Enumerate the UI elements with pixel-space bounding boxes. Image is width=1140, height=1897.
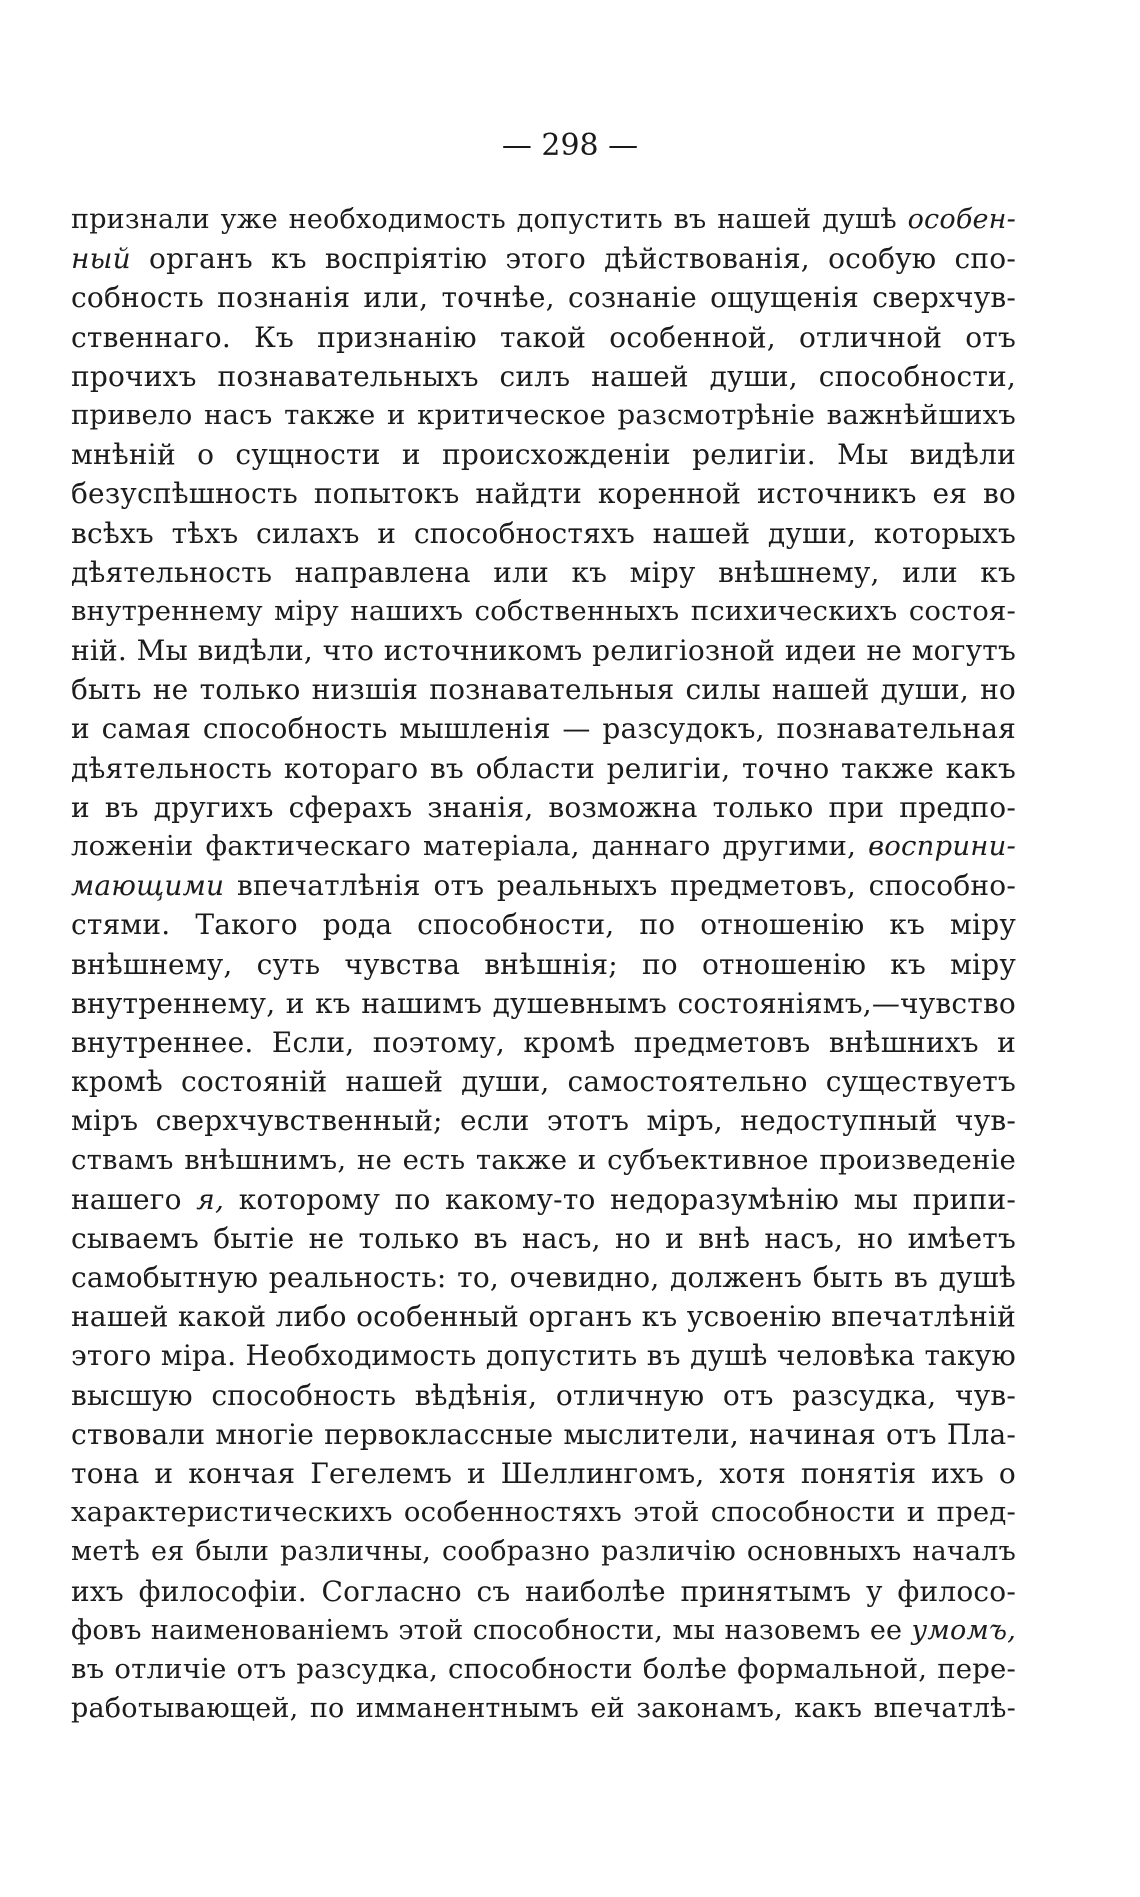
text-line: [71, 435, 1016, 474]
text-segment: ствовали многіе первоклассные мыслители, начиная отъ Пла-: [71, 1417, 1016, 1451]
text-line: [71, 553, 1016, 592]
italic-text: умомъ,: [911, 1614, 1016, 1646]
text-segment: высшую способность вѣдѣнія, отличную отъ разсудка, чув-: [71, 1378, 1016, 1412]
text-line: [71, 1376, 1016, 1415]
text-segment: сываемъ бытіе не только въ насъ, но и внѣ насъ, но имѣетъ: [71, 1221, 1016, 1255]
text-line: [71, 592, 1016, 631]
text-segment: этого міра. Необходимость допустить въ душѣ человѣка такую: [71, 1339, 1016, 1373]
text-segment: внутреннему міру нашихъ собственныхъ психическихъ состоя-: [71, 594, 1016, 627]
text-segment: впечатлѣнія отъ реальныхъ предметовъ, способно-: [224, 869, 1016, 903]
text-line: [71, 1454, 1016, 1493]
text-line: [71, 1219, 1016, 1258]
text-segment: ственнаго. Къ признанію такой особенной, отличной отъ: [71, 320, 1016, 354]
text-segment: органъ къ воспріятію этого дѣйствованія, особую спо-: [130, 242, 1016, 276]
text-segment: въ отличіе отъ разсудка, способности болѣе формальной, пере-: [71, 1652, 1016, 1685]
italic-text: особен-: [907, 204, 1016, 235]
text-line: [71, 1258, 1016, 1297]
text-segment: внутреннему, и къ нашимъ душевнымъ состояніямъ,—чувство: [71, 986, 1016, 1020]
text-segment: внѣшнему, суть чувства внѣшнія; по отношенію къ міру: [71, 947, 1016, 981]
italic-text: я,: [196, 1182, 225, 1216]
text-line: [71, 1493, 1016, 1532]
text-segment: тона и кончая Гегелемъ и Шеллингомъ, хотя понятія ихъ о: [71, 1457, 1016, 1490]
text-segment: признали уже необходимость допустить въ нашей душѣ: [71, 204, 908, 235]
text-segment: быть не только низшія познавательныя силы нашей души, но: [71, 673, 1016, 707]
text-line: [71, 1101, 1016, 1140]
text-line: [71, 1023, 1016, 1062]
text-segment: стями. Такого рода способности, по отношенію къ міру: [71, 908, 1016, 942]
text-segment: нашего: [71, 1182, 197, 1216]
text-line: [71, 905, 1016, 944]
text-segment: прочихъ познавательныхъ силъ нашей души, способности,: [71, 359, 1016, 393]
text-segment: всѣхъ тѣхъ силахъ и способностяхъ нашей души, которыхъ: [71, 516, 1016, 550]
text-line: [71, 945, 1016, 984]
text-segment: ній. Мы видѣли, что источникомъ религіозной идеи не могутъ: [71, 634, 1016, 668]
text-line: [71, 474, 1016, 513]
text-line: [71, 1180, 1016, 1219]
text-segment: метѣ ея были различны, сообразно различію основныхъ началъ: [71, 1536, 1016, 1568]
text-line: [71, 1611, 1016, 1650]
text-line: [71, 396, 1016, 435]
text-line: [71, 1297, 1016, 1336]
text-line: [71, 1689, 1016, 1728]
text-line: [71, 514, 1016, 553]
text-line: [71, 318, 1016, 357]
text-line: [71, 357, 1016, 396]
text-segment: и самая способность мышленія — разсудокъ, познавательная: [71, 712, 1016, 746]
text-line: [71, 1572, 1016, 1611]
text-segment: которому по какому-то недоразумѣнію мы припи-: [224, 1182, 1016, 1216]
text-line: [71, 788, 1016, 827]
italic-text: восприни-: [868, 830, 1016, 862]
text-segment: ихъ философіи. Согласно съ наиболѣе принятымъ у филосо-: [71, 1574, 1016, 1608]
text-line: [71, 1415, 1016, 1454]
text-segment: кромѣ состояній нашей души, самостоятельно существуетъ: [71, 1065, 1016, 1099]
text-segment: безуспѣшность попытокъ найдти коренной источникъ ея во: [71, 477, 1016, 511]
text-line: [71, 670, 1016, 709]
italic-text: ный: [71, 242, 131, 276]
text-line: [71, 827, 1016, 866]
text-line: [71, 239, 1016, 278]
text-line: [71, 866, 1016, 905]
text-segment: фовъ наименованіемъ этой способности, мы назовемъ ее: [71, 1614, 912, 1646]
text-segment: привело насъ также и критическое разсмотрѣніе важнѣйшихъ: [71, 398, 1016, 431]
text-segment: внутреннее. Если, поэтому, кромѣ предметовъ внѣшнихъ и: [71, 1025, 1016, 1059]
text-segment: дѣятельность направлена или къ міру внѣшнему, или къ: [71, 555, 1016, 589]
text-line: [71, 1532, 1016, 1571]
text-segment: характеристическихъ особенностяхъ этой способности и пред-: [71, 1496, 1016, 1529]
text-segment: собность познанія или, точнѣе, сознаніе ощущенія сверхчув-: [71, 281, 1016, 315]
page-number: — 298 —: [501, 128, 639, 163]
text-segment: работывающей, по имманентнымъ ей законамъ, какъ впечатлѣ-: [71, 1693, 1016, 1725]
text-line: [71, 749, 1016, 788]
text-line: [71, 984, 1016, 1023]
text-line: [71, 1141, 1016, 1180]
text-segment: самобытную реальность: то, очевидно, долженъ быть въ душѣ: [71, 1261, 1016, 1295]
text-segment: мнѣній о сущности и происхожденіи религіи. Мы видѣли: [71, 438, 1016, 472]
text-segment: и въ другихъ сферахъ знанія, возможна только при предпо-: [71, 790, 1016, 824]
text-segment: дѣятельность котораго въ области религіи, точно также какъ: [71, 751, 1016, 785]
text-line: [71, 709, 1016, 748]
body-text: [71, 200, 1016, 1728]
text-segment: ствамъ внѣшнимъ, не есть также и субъективное произведеніе: [71, 1143, 1016, 1176]
italic-text: мающими: [71, 869, 225, 903]
text-segment: ложеніи фактическаго матеріала, даннаго другими,: [71, 830, 869, 862]
text-line: [71, 200, 1016, 239]
text-line: [71, 278, 1016, 317]
text-segment: міръ сверхчувственный; если этотъ міръ, недоступный чув-: [71, 1104, 1016, 1138]
text-line: [71, 1650, 1016, 1689]
text-segment: нашей какой либо особенный органъ къ усвоенію впечатлѣній: [71, 1300, 1016, 1334]
text-line: [71, 1336, 1016, 1375]
text-line: [71, 1062, 1016, 1101]
text-line: [71, 631, 1016, 670]
